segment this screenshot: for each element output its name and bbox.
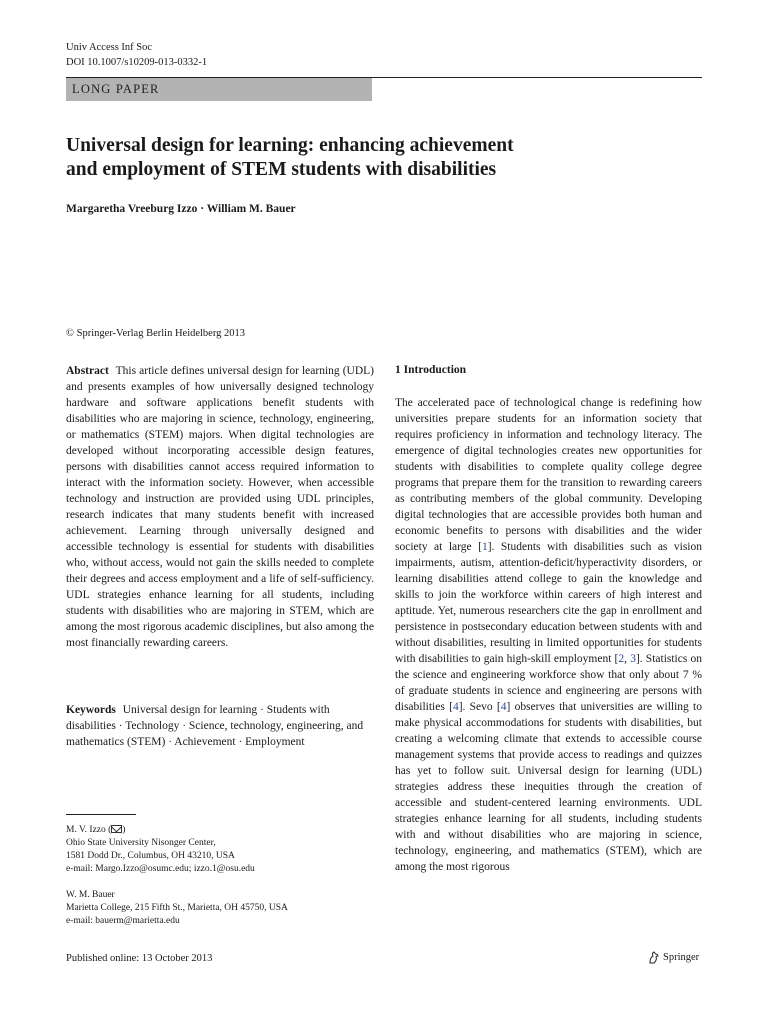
affiliation-line: Ohio State University Nisonger Center,: [66, 838, 216, 848]
publisher-name: Springer: [663, 952, 700, 963]
journal-name: Univ Access Inf Soc: [66, 42, 153, 53]
citation-link[interactable]: 3: [630, 653, 636, 665]
doi[interactable]: DOI 10.1007/s10209-013-0332-1: [66, 57, 208, 68]
affiliation-izzo: [66, 824, 366, 876]
citation-link[interactable]: 4: [452, 701, 459, 713]
intro-text: ]. Students with disabilities such as vision impairments, autism, attention-deficit/hyperactivity disorders, or learning disabilities attend college to gain the knowledge and skills to join the workforce within careers of high interest and aptitude. Yet, numerous researchers cite the gap in enrollment and persistence in postsecondary education between students with and without disabilities, resulting in limited opportunities for students with disabilities to gain high-skill employment [: [395, 541, 702, 665]
intro-text: ]. Statistics on the science and engineering workforce show that only about 7 % of graduate students in science and engineering are persons with disabilities [: [395, 653, 702, 713]
introduction-body: [395, 395, 702, 875]
citation-link[interactable]: 4: [500, 701, 507, 713]
keywords: [66, 702, 366, 750]
title-line: Universal design for learning: enhancing achievement: [66, 135, 514, 156]
keywords-heading: Keywords: [66, 704, 116, 716]
publisher-logo: [647, 951, 699, 964]
footnote-rule: [66, 814, 136, 815]
keywords-text: Universal design for learning · Students with disabilities · Technology · Science, technology, engineering, and mathematics (STEM) · Achievement · Employment: [66, 704, 364, 748]
journal-header: [66, 40, 207, 70]
affiliation-address: Marietta College, 215 Fifth St., Marietta, OH 45750, USA: [66, 903, 288, 913]
affiliation-name: M. V. Izzo ( ): [66, 825, 126, 835]
copyright: © Springer-Verlag Berlin Heidelberg 2013: [66, 328, 246, 339]
intro-text: ]. Sevo [: [458, 701, 501, 713]
article-type-banner: LONG PAPER: [66, 78, 372, 101]
citation-link[interactable]: 2: [618, 653, 625, 665]
intro-text: The accelerated pace of technological change is redefining how universities prepare students for an information society that requires proficiency in information and technology literacy. The emergence of digital technologies creates new opportunities for students with disabilities to complete quality college degree programs that prepare them for the transition to rewarding careers as contributing members of the global community. Developing digital technologies that are accessible provides both human and economic benefits to persons with disabilities and the wider society at large [: [395, 397, 702, 553]
affiliation-bauer: [66, 889, 366, 928]
article-title: [66, 134, 626, 182]
abstract-text: This article defines universal design for learning (UDL) and presents examples of how universally designed technology hardware and software applications benefit students with disabilities who are majoring in science, technology, engineering, or mathematics (STEM) majors. When digital technologies are developed without incorporating accessible design features, persons with disabilities cannot access required information to interact with the information society. However, when accessible technology and instruction are provided using UDL principles, research indicates that many students benefit with increased achievement. Learning through universally designed and accessible technology is essential for students with disabilities who, without access, would not gain the skills needed to complete their degrees and access employment and a life of self-sufficiency. UDL strategies enhance learning for all students, including students with disabilities who are majoring in STEM, which are among the most rigorous academic disciplines, but also among the most financially rewarding careers.: [66, 365, 374, 649]
published-date: Published online: 13 October 2013: [66, 953, 213, 964]
intro-text: ,: [624, 653, 631, 665]
affiliation-email[interactable]: e-mail: Margo.Izzo@osumc.edu; izzo.1@osu.edu: [66, 864, 255, 874]
affiliation-email[interactable]: e-mail: bauerm@marietta.edu: [66, 916, 180, 926]
intro-text: ] observes that universities are willing to make physical accommodations for students with disabilities, but creating a welcoming climate that extends to accessible course management systems that provide access to readings and quizzes has yet to follow suit. Universal design for learning (UDL) strategies address these inequities through the creation of accessible and student-centered learning environments. UDL strategies enhance learning for all students, including students with and without disabilities who are majoring in science, technology, engineering, and mathematics (STEM), which are among the most rigorous: [395, 701, 702, 873]
abstract-heading: Abstract: [66, 365, 109, 377]
section-heading-introduction: 1 Introduction: [395, 364, 467, 376]
abstract: [66, 363, 374, 651]
affiliation-address: 1581 Dodd Dr., Columbus, OH 43210, USA: [66, 851, 235, 861]
citation-link[interactable]: 1: [481, 541, 488, 553]
authors: Margaretha Vreeburg Izzo · William M. Bauer: [66, 203, 296, 215]
springer-horse-icon: [647, 951, 660, 964]
title-line: and employment of STEM students with disabilities: [66, 159, 497, 180]
envelope-icon[interactable]: [111, 825, 122, 833]
affiliation-name: W. M. Bauer: [66, 890, 115, 900]
